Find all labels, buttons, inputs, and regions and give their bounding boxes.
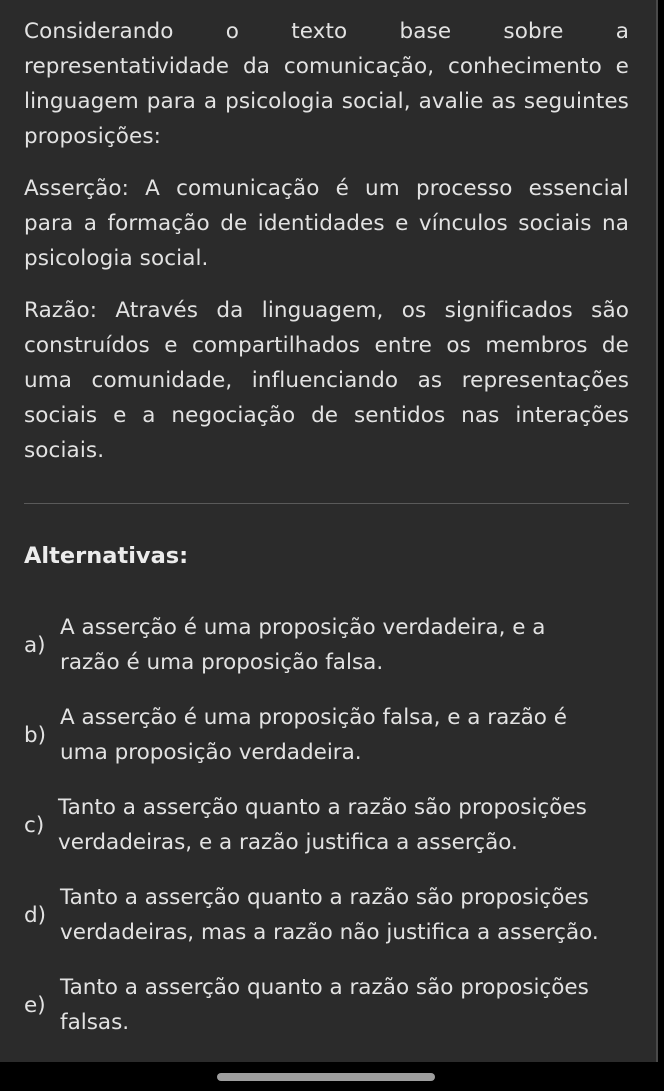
- assertion-text: Asserção: A comunicação é um processo essencial para a formação de identidades e vínculos sociais na psicologia social.: [24, 176, 629, 271]
- question-intro-line1: Considerando o texto base sobre a: [24, 19, 629, 44]
- option-d-text: Tanto a asserção quanto a razão são proposições verdadeiras, mas a razão não justifica a asserção.: [60, 885, 599, 945]
- alternatives-title: Alternativas:: [24, 543, 189, 569]
- option-e-text: Tanto a asserção quanto a razão são proposições falsas.: [60, 975, 589, 1035]
- option-b-letter: b): [24, 722, 47, 748]
- option-e[interactable]: [24, 970, 629, 1040]
- section-divider: [24, 503, 629, 504]
- reason-text: Razão: Através da linguagem, os significados são construídos e compartilhados entre os membros de uma comunidade, influenciando as representações sociais e a negociação de sentidos nas interações sociais.: [24, 298, 629, 463]
- option-b-text: A asserção é uma proposição falsa, e a razão é uma proposição verdadeira.: [60, 705, 567, 765]
- option-e-letter: e): [24, 992, 46, 1018]
- option-c-letter: c): [24, 812, 45, 838]
- question-content: [24, 14, 629, 1040]
- gesture-navigation-handle[interactable]: [217, 1073, 435, 1081]
- scroll-edge: [656, 0, 658, 1062]
- option-d[interactable]: [24, 880, 629, 950]
- option-b[interactable]: [24, 700, 629, 770]
- option-a-text: A asserção é uma proposição verdadeira, e a razão é uma proposição falsa.: [60, 615, 546, 675]
- option-c-text: Tanto a asserção quanto a razão são proposições verdadeiras, e a razão justifica a asserção.: [58, 795, 587, 855]
- option-a-letter: a): [24, 632, 46, 658]
- option-d-letter: d): [24, 902, 47, 928]
- question-intro: [24, 14, 629, 154]
- option-c[interactable]: [24, 790, 629, 860]
- question-intro-rest: representatividade da comunicação, conhecimento e linguagem para a psicologia social, avalie as seguintes proposições:: [24, 54, 629, 149]
- option-a[interactable]: [24, 610, 629, 680]
